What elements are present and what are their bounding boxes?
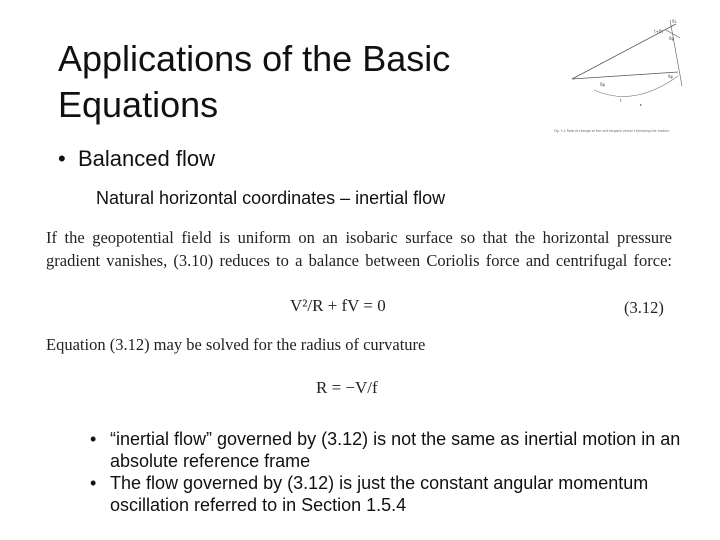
svg-text:δs: δs	[672, 19, 677, 24]
tangent-vector-figure	[554, 16, 694, 136]
figure-caption: Fig. 3.1 Rate of change of the unit tangent vector t following the motion.	[554, 129, 670, 133]
note-text: “inertial flow” governed by (3.12) is not the same as inertial motion in an absolute reference frame	[110, 429, 681, 471]
svg-text:δψ: δψ	[669, 36, 675, 41]
svg-text:▸: ▸	[640, 102, 643, 107]
subheading: Natural horizontal coordinates – inertial flow	[96, 188, 446, 208]
figure-diagram	[554, 16, 694, 136]
bullet-balanced-flow	[58, 145, 215, 173]
svg-text:t: t	[620, 98, 622, 103]
notes-list	[90, 428, 690, 516]
equation-3-12: V²/R + fV = 0	[290, 296, 386, 315]
bullet-dot-icon: •	[90, 429, 97, 449]
bullet-text: Balanced flow	[78, 146, 215, 171]
svg-text:δψ: δψ	[668, 74, 674, 79]
equation-3-12-number: (3.12)	[624, 298, 664, 317]
bullet-dot-icon: •	[90, 473, 97, 493]
equation-radius: R = −V/f	[316, 378, 378, 397]
book-paragraph-1: If the geopotential field is uniform on an isobaric surface so that the horizontal pressure gradient vanishes, (3.10) reduces to a balance between Coriolis force and centrifugal force:	[46, 228, 672, 270]
svg-text:t+δt: t+δt	[654, 29, 663, 34]
svg-text:δψ: δψ	[600, 82, 606, 87]
note-item	[90, 472, 690, 516]
note-item	[90, 428, 690, 472]
bullet-dot-icon: •	[58, 146, 66, 171]
book-paragraph-2: Equation (3.12) may be solved for the radius of curvature	[46, 335, 426, 354]
note-text: The flow governed by (3.12) is just the constant angular momentum oscillation referred to in Section 1.5.4	[110, 473, 649, 515]
slide-title: Applications of the Basic Equations	[58, 38, 451, 125]
